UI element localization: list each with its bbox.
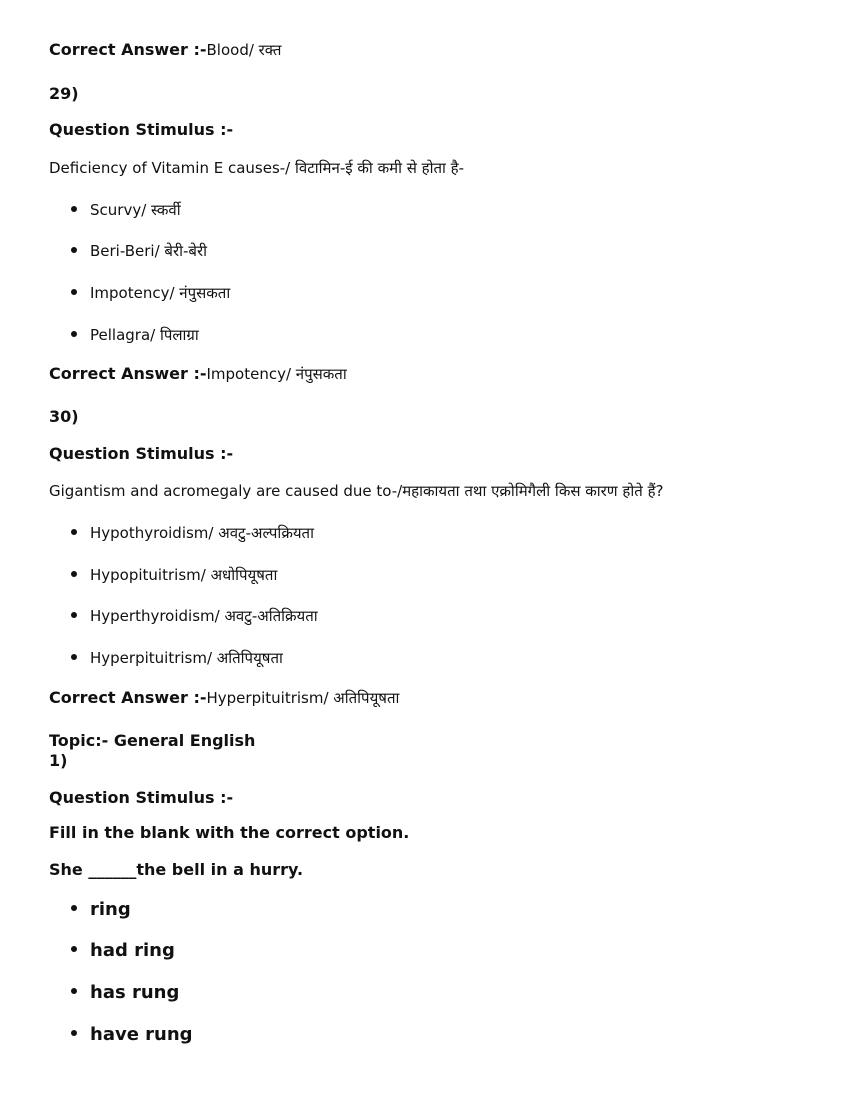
q30-question: Gigantism and acromegaly are caused due to-/महाकायता तथा एक्रोमिगैली किस कारण होते हैं? — [49, 482, 664, 500]
q29-question: Deficiency of Vitamin E causes-/ विटामिन-ई की कमी से होता है- — [49, 159, 465, 177]
bullet-icon — [71, 905, 77, 911]
eng1-number: 1) — [49, 751, 68, 770]
bullet-icon — [71, 331, 77, 337]
eng1-option-1: ring — [71, 899, 131, 920]
q29-option-1: Scurvy/ स्कर्वी — [71, 200, 181, 220]
bullet-icon — [71, 571, 77, 577]
q28-correct-answer: Correct Answer :-Blood/ रक्त — [49, 40, 282, 59]
eng1-sentence: She ______the bell in a hurry. — [49, 860, 304, 879]
bullet-icon — [71, 654, 77, 660]
q30-stimulus-label: Question Stimulus :- — [49, 444, 234, 463]
q30-option-1: Hypothyroidism/ अवटु-अल्पक्रियता — [71, 523, 314, 543]
eng1-stimulus-label: Question Stimulus :- — [49, 788, 234, 807]
q30-number: 30) — [49, 407, 79, 426]
topic-heading: Topic:- General English — [49, 731, 256, 750]
bullet-icon — [71, 1030, 77, 1036]
bullet-icon — [71, 612, 77, 618]
q30-option-3: Hyperthyroidism/ अवटु-अतिक्रियता — [71, 606, 318, 626]
eng1-option-3: has rung — [71, 982, 179, 1003]
bullet-icon — [71, 247, 77, 253]
q30-option-2: Hypopituitrism/ अधोपियूषता — [71, 565, 277, 585]
eng1-option-2: had ring — [71, 940, 175, 961]
bullet-icon — [71, 946, 77, 952]
q30-correct-answer: Correct Answer :-Hyperpituitrism/ अतिपियूषता — [49, 688, 400, 707]
bullet-icon — [71, 289, 77, 295]
eng1-instruction: Fill in the blank with the correct option. — [49, 823, 410, 842]
bullet-icon — [71, 529, 77, 535]
q29-number: 29) — [49, 84, 79, 103]
q29-option-2: Beri-Beri/ बेरी-बेरी — [71, 241, 207, 261]
q29-stimulus-label: Question Stimulus :- — [49, 120, 234, 139]
eng1-option-4: have rung — [71, 1024, 193, 1045]
bullet-icon — [71, 988, 77, 994]
q30-option-4: Hyperpituitrism/ अतिपियूषता — [71, 648, 283, 668]
q29-correct-answer: Correct Answer :-Impotency/ नंपुसकता — [49, 364, 347, 383]
q29-option-4: Pellagra/ पिलाग्रा — [71, 325, 199, 345]
q29-option-3: Impotency/ नंपुसकता — [71, 283, 230, 303]
bullet-icon — [71, 206, 77, 212]
